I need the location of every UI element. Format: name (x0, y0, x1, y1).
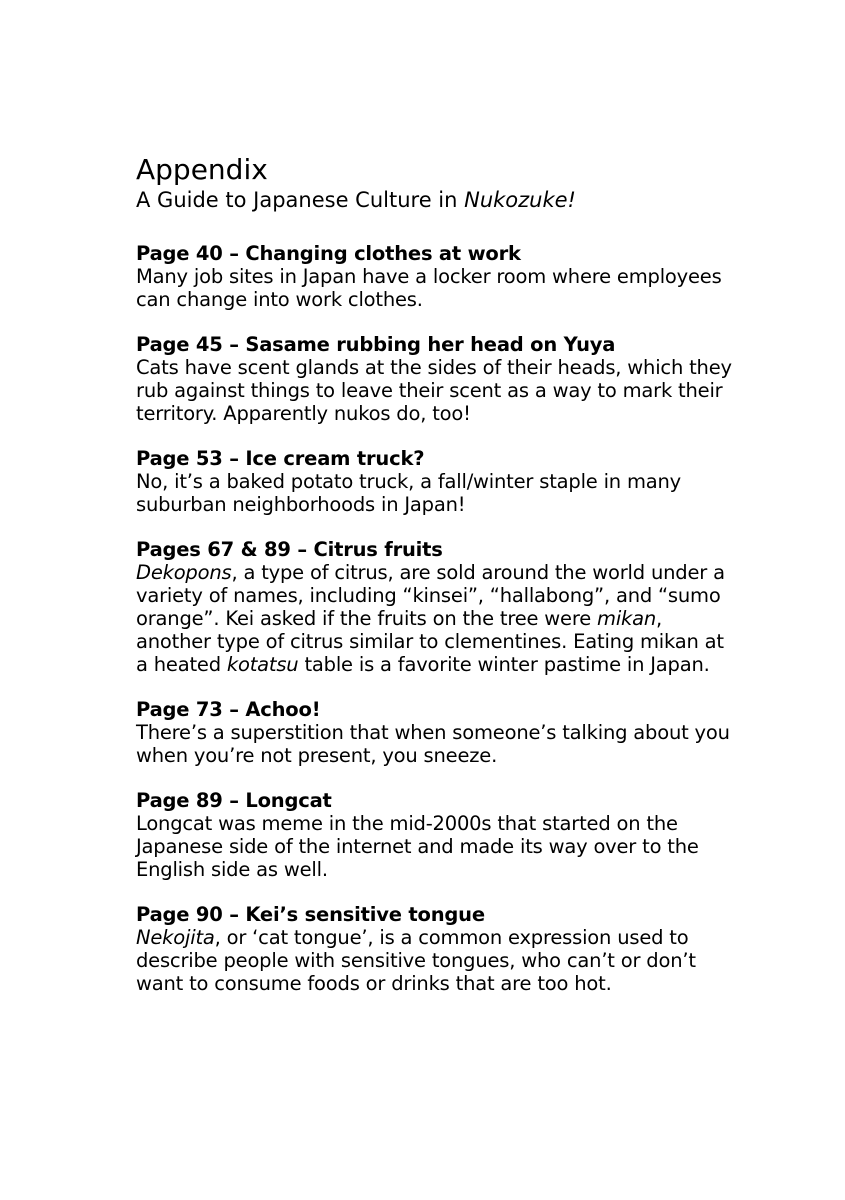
subtitle-prefix: A Guide to Japanese Culture in (136, 188, 465, 212)
entry-body: Dekopons, a type of citrus, are sold around the world under a variety of names, including “kinsei”, “hallabong”, and “sumo orange”. Kei asked if the fruits on the tree were mikan, another type of citrus similar to clementines. Eating mikan at a heated kotatsu table is a favorite winter pastime in Japan. (136, 561, 725, 676)
entry-page-45 (136, 333, 736, 425)
entry-body: There’s a superstition that when someone’s talking about you when you’re not present, you sneeze. (136, 721, 730, 767)
entry-body: Cats have scent glands at the sides of their heads, which they rub against things to leave their scent as a way to mark their territory. Apparently nukos do, too! (136, 356, 732, 425)
entry-heading: Page 53 – Ice cream truck? (136, 447, 425, 470)
entry-heading: Page 40 – Changing clothes at work (136, 242, 521, 265)
entry-page-90 (136, 903, 736, 995)
term-nekojita: Nekojita (136, 926, 215, 949)
subtitle-book-title: Nukozuke! (464, 188, 576, 212)
appendix-page (136, 153, 736, 1017)
page-subtitle (136, 187, 736, 213)
entry-heading: Pages 67 & 89 – Citrus fruits (136, 538, 443, 561)
entry-page-89 (136, 789, 736, 881)
term-kotatsu: kotatsu (226, 653, 299, 676)
entry-heading: Page 45 – Sasame rubbing her head on Yuya (136, 333, 616, 356)
entry-body: Longcat was meme in the mid-2000s that started on the Japanese side of the internet and made its way over to the English side as well. (136, 812, 699, 881)
entry-body: Nekojita, or ‘cat tongue’, is a common expression used to describe people with sensitive tongues, who can’t or don’t want to consume foods or drinks that are too hot. (136, 926, 696, 995)
entry-body: Many job sites in Japan have a locker room where employees can change into work clothes. (136, 265, 722, 311)
entry-page-40 (136, 242, 736, 311)
entry-heading: Page 90 – Kei’s sensitive tongue (136, 903, 485, 926)
entry-page-53 (136, 447, 736, 516)
entry-heading: Page 73 – Achoo! (136, 698, 321, 721)
page-title: Appendix (136, 153, 268, 186)
entry-pages-67-89 (136, 538, 736, 676)
entry-page-73 (136, 698, 736, 767)
entry-body: No, it’s a baked potato truck, a fall/winter staple in many suburban neighborhoods in Japan! (136, 470, 682, 516)
term-dekopons: Dekopons (136, 561, 232, 584)
term-mikan: mikan (597, 607, 657, 630)
entry-heading: Page 89 – Longcat (136, 789, 332, 812)
